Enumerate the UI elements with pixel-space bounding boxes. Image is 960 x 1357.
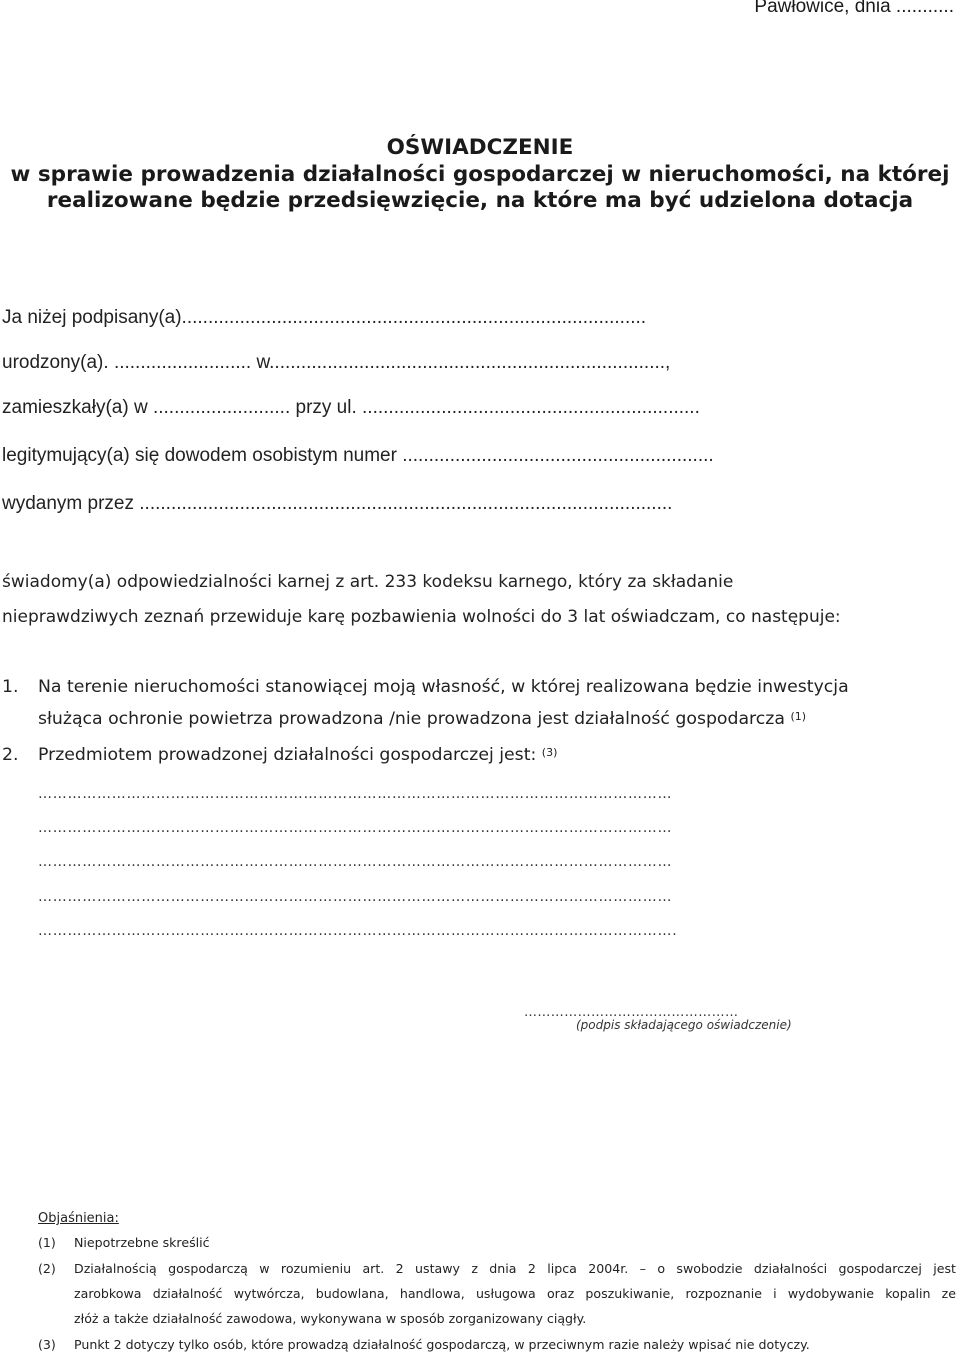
explanation-3-number: (3) <box>38 1337 56 1352</box>
explanation-2-line-2: zarobkowa działalność wytwórcza, budowlana, handlowa, usługowa oraz poszukiwanie, rozpoznanie i wydobywanie kopalin ze <box>74 1286 956 1301</box>
item-2-line <box>38 745 557 765</box>
answer-line-2[interactable]: ………………………………………………………………………………………………………………… <box>38 820 673 836</box>
explanation-1-text: Niepotrzebne skreślić <box>74 1235 210 1250</box>
explanation-2-line-1: Działalnością gospodarczą w rozumieniu art. 2 ustawy z dnia 2 lipca 2004r. – o swobodzie działalności gospodarczej jest <box>74 1261 956 1276</box>
document-subtitle-line-1: w sprawie prowadzenia działalności gospodarczej w nieruchomości, na której <box>10 162 950 187</box>
date-line: Pawłowice, dnia ........... <box>754 0 954 17</box>
explanations-title: Objaśnienia: <box>38 1211 119 1226</box>
item-1-number: 1. <box>2 677 19 697</box>
explanation-2-number: (2) <box>38 1261 56 1276</box>
answer-line-3[interactable]: ………………………………………………………………………………………………………………… <box>38 854 673 870</box>
statement-line-2: nieprawdziwych zeznań przewiduje karę pozbawienia wolności do 3 lat oświadczam, co następuje: <box>2 607 841 627</box>
footnote-ref-1: (1) <box>790 710 807 723</box>
item-1-line-1: Na terenie nieruchomości stanowiącej moją własność, w której realizowana będzie inwestycja <box>38 677 849 697</box>
answer-line-1[interactable]: ………………………………………………………………………………………………………………… <box>38 786 673 802</box>
footnote-ref-3: (3) <box>541 746 558 759</box>
answer-line-4[interactable]: ………………………………………………………………………………………………………………… <box>38 889 673 905</box>
signer-name-field[interactable]: Ja niżej podpisany(a)........................................................................................ <box>2 307 647 328</box>
answer-line-5[interactable]: …………………………………………………………………………………………………………………. <box>38 923 678 939</box>
explanation-1-number: (1) <box>38 1235 56 1250</box>
id-number-field[interactable]: legitymujący(a) się dowodem osobistym numer ........................................................... <box>2 445 714 466</box>
explanation-2-line-3: złóż a także działalność zawodowa, wykonywana w sposób zorganizowany ciągły. <box>74 1311 587 1326</box>
issued-by-field[interactable]: wydanym przez ..................................................................................................... <box>2 493 673 514</box>
item-1-line-2 <box>38 709 806 729</box>
residence-field[interactable]: zamieszkały(a) w .......................... przy ul. ................................................................ <box>2 397 700 418</box>
document-subtitle-line-2: realizowane będzie przedsięwzięcie, na które ma być udzielona dotacja <box>46 188 914 213</box>
statement-line-1: świadomy(a) odpowiedzialności karnej z art. 233 kodeksu karnego, który za składanie <box>2 572 734 592</box>
document-title: OŚWIADCZENIE <box>386 135 574 160</box>
birth-field[interactable]: urodzony(a). .......................... w..........................................................................., <box>2 352 671 373</box>
explanation-3-text: Punkt 2 dotyczy tylko osób, które prowadzą działalność gospodarczą, w przeciwnym razie należy wpisać nie dotyczy. <box>74 1337 810 1352</box>
signature-line[interactable]: ………………………………………… <box>524 1005 739 1020</box>
item-1-text: służąca ochronie powietrza prowadzona /nie prowadzona jest działalność gospodarcza <box>38 709 785 729</box>
item-2-number: 2. <box>2 745 19 765</box>
item-2-text: Przedmiotem prowadzonej działalności gospodarczej jest: <box>38 745 537 765</box>
signature-label: (podpis składającego oświadczenie) <box>576 1018 792 1032</box>
